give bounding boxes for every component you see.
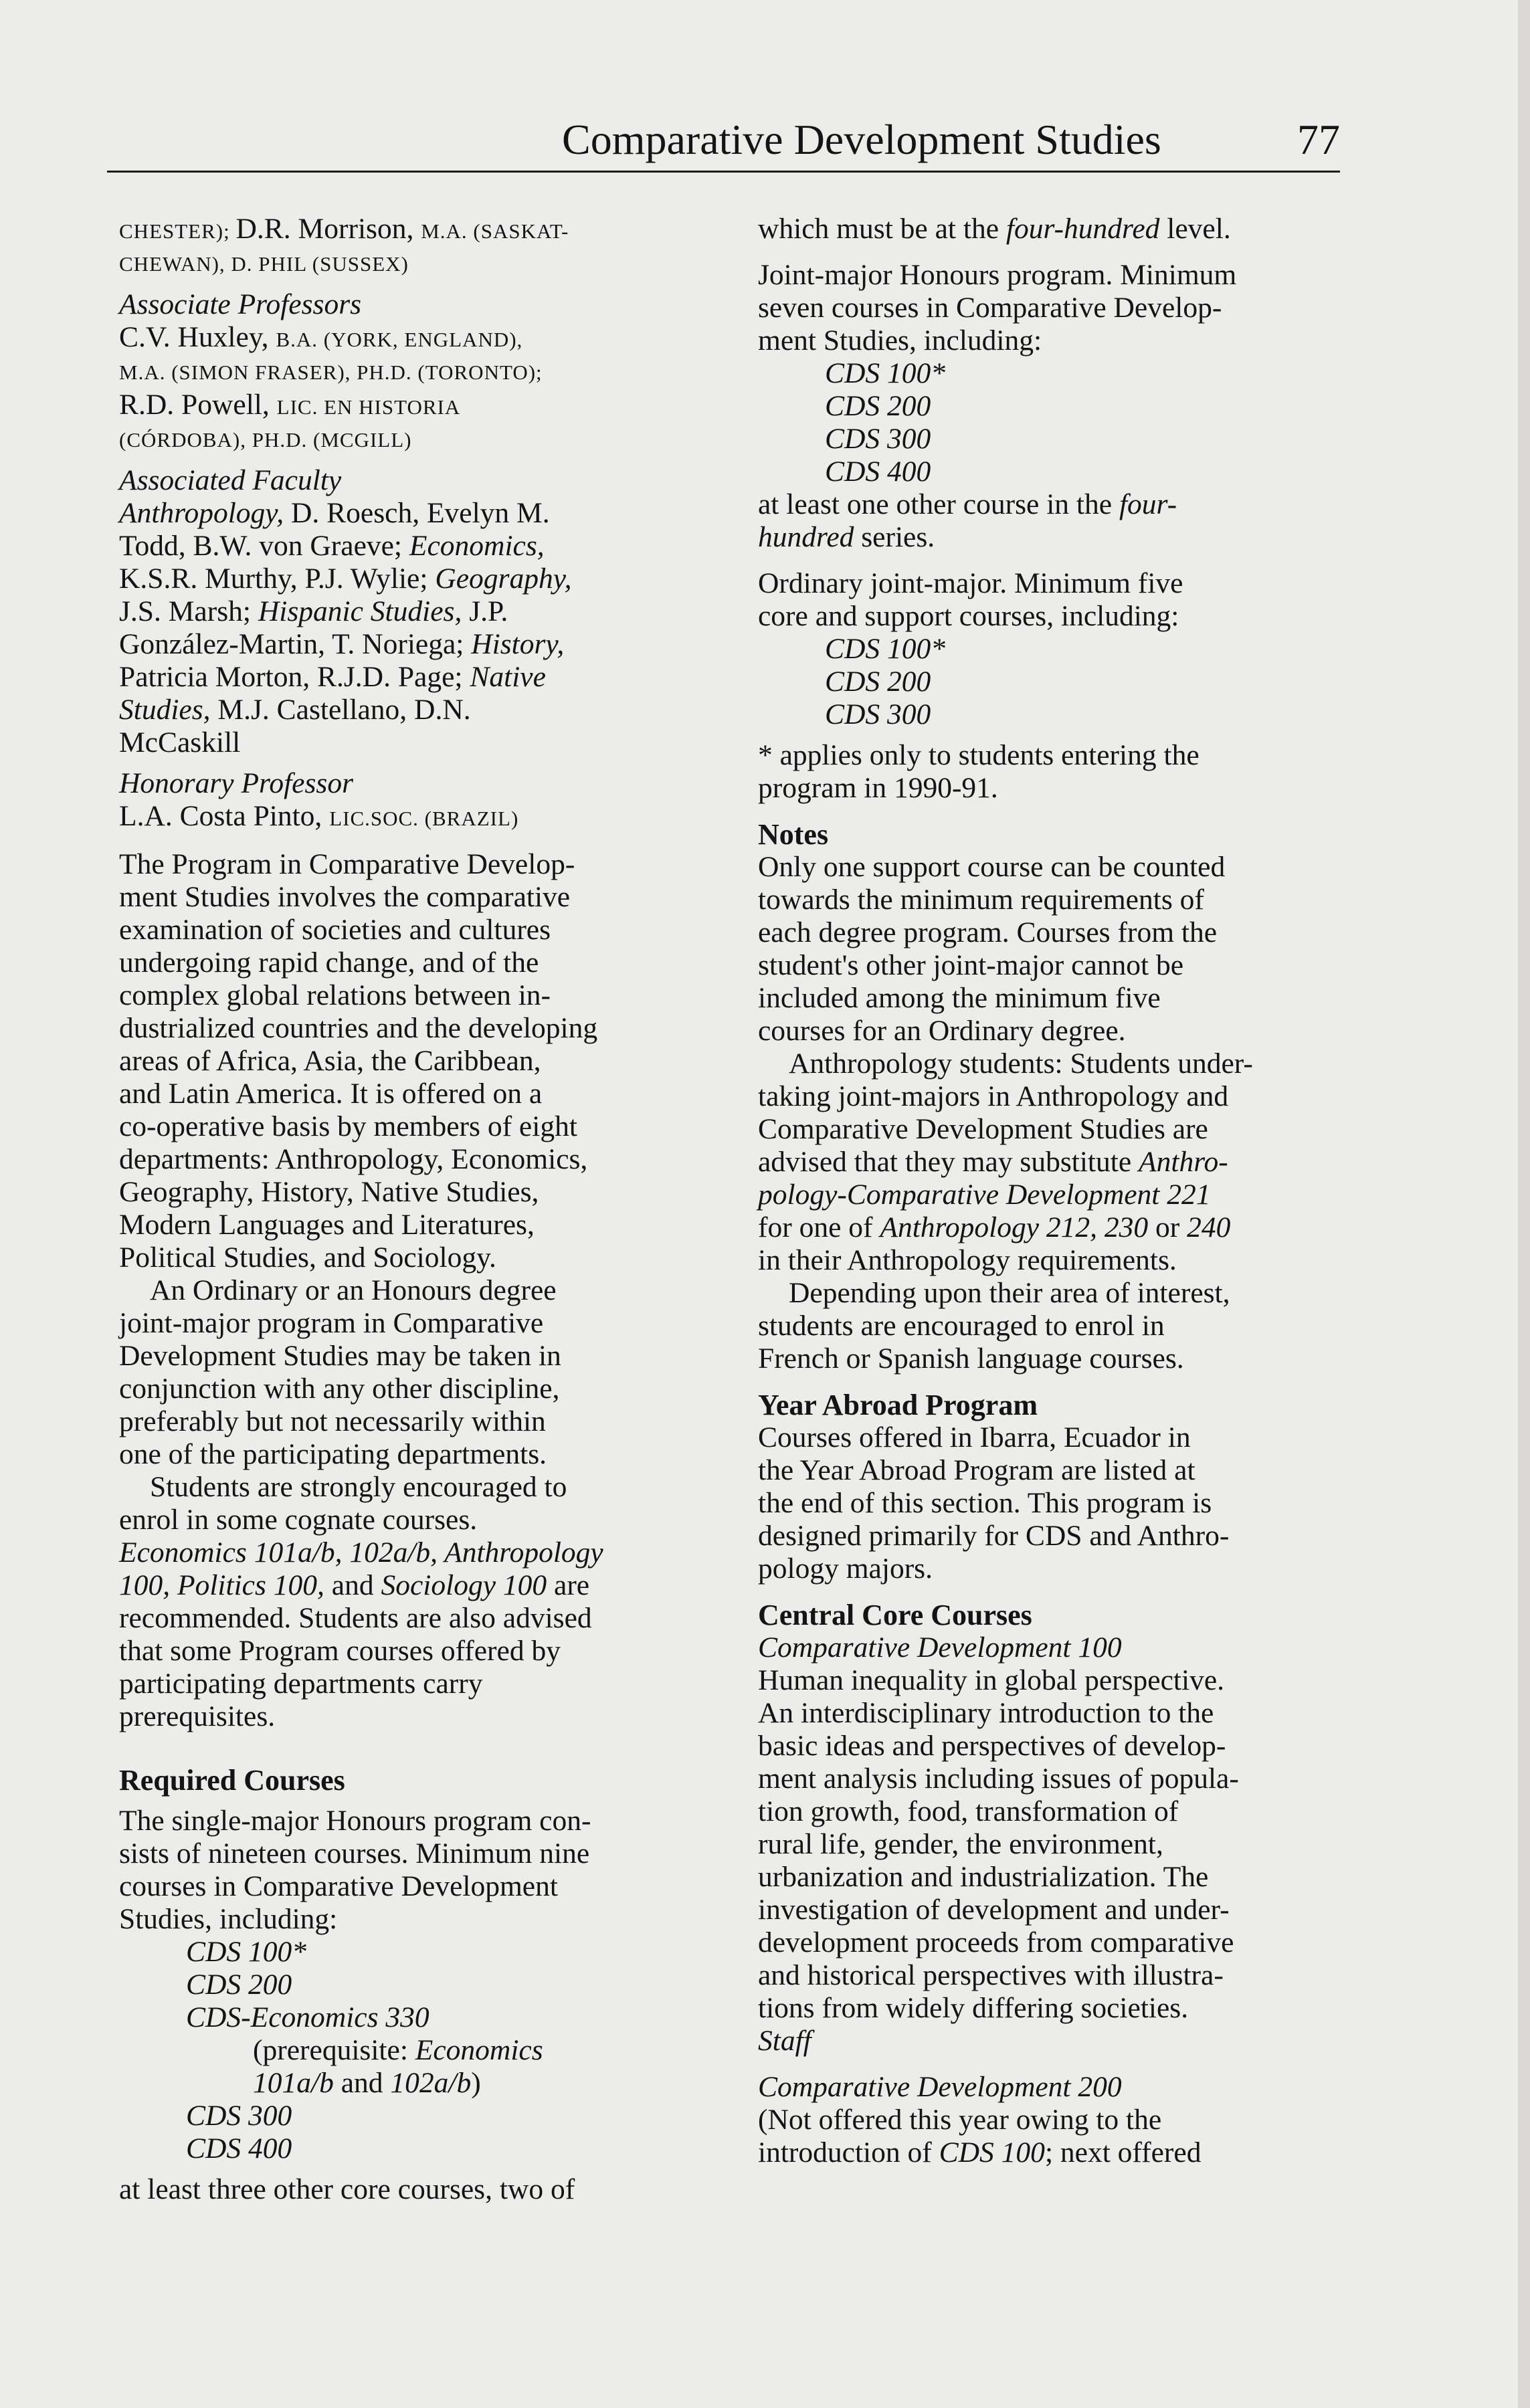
left-column [119,213,708,2206]
text-line: An Ordinary or an Honours degree [150,1274,557,1306]
text-line: rural life, gender, the environment, [758,1828,1163,1860]
faculty-morrison [119,213,708,280]
course-title-cd200: Comparative Development 200 [758,2071,1122,2103]
faculty-degree: CHEWAN), D. PHIL (SUSSEX) [119,252,409,276]
associate-professors-heading: Associate Professors [119,288,362,320]
text-line: Modern Languages and Literatures, [119,1209,535,1241]
faculty-names: M.J. Castellano, D.N. [210,694,471,726]
text-line: that some Program courses offered by [119,1635,561,1667]
course-item: CDS 300 [186,2100,292,2132]
text-line: each degree program. Courses from the [758,916,1218,948]
course-reference: 100, Politics 100, [119,1569,324,1601]
text-line: participating departments carry [119,1668,483,1700]
text-line: ment Studies, including: [758,324,1042,357]
text-span: for one of [758,1211,880,1243]
required-courses-paragraph [119,1805,708,1936]
text-line: Courses offered in Ibarra, Ecuador in [758,1421,1191,1453]
text-line: and historical perspectives with illustra- [758,1959,1224,1991]
text-line: Students are strongly encouraged to [150,1471,567,1503]
text-span: advised that they may substitute [758,1146,1139,1178]
text-line: courses for an Ordinary degree. [758,1015,1126,1047]
text-line: complex global relations between in- [119,979,551,1011]
footnote-asterisk [758,739,1347,805]
text-line: * applies only to students entering the [758,739,1200,771]
course-reference: pology-Comparative Development 221 [758,1179,1211,1211]
faculty-powell [119,389,708,456]
faculty-names: Patricia Morton, R.J.D. Page; [119,661,470,693]
text-line: the end of this section. This program is [758,1487,1212,1519]
course-item: CDS 200 [825,390,931,422]
text-line: enrol in some cognate courses. [119,1504,478,1536]
course-title-cd100: Comparative Development 100 [758,1631,1122,1664]
faculty-names: J.P. [462,595,508,627]
central-core-courses-heading: Central Core Courses [758,1599,1032,1631]
text-span: introduction of [758,2136,939,2169]
text-line: Only one support course can be counted [758,851,1226,883]
text-line: designed primarily for CDS and Anthro- [758,1520,1230,1552]
department-name: Anthropology, [119,497,284,529]
text-line: urbanization and industrialization. The [758,1861,1209,1893]
text-line: taking joint-majors in Anthropology and [758,1080,1229,1112]
text-line: ment Studies involves the comparative [119,881,571,913]
text-line: program in 1990-91. [758,772,998,804]
faculty-line: CHESTER); [119,219,236,243]
text-span: level. [1159,213,1231,245]
text-line: recommended. Students are also advised [119,1602,592,1634]
course-item: CDS 400 [825,456,931,488]
running-header [107,107,1340,173]
associated-faculty-list [119,497,708,759]
text-line: conjunction with any other discipline, [119,1373,560,1405]
joint-major-paragraph [119,1274,708,1471]
text-line: ment analysis including issues of popula- [758,1763,1239,1795]
course-item: CDS 400 [186,2132,292,2165]
course-item: CDS 200 [186,1969,292,2001]
text-line: preferably but not necessarily within [119,1405,546,1437]
faculty-names: K.S.R. Murthy, P.J. Wylie; [119,563,436,595]
faculty-names: J.S. Marsh; [119,595,258,627]
text-line: students are encouraged to enrol in [758,1310,1165,1342]
text-line: Comparative Development Studies are [758,1113,1208,1145]
prerequisite-note: (prerequisite: [253,2034,415,2066]
text-line: investigation of development and under- [758,1894,1230,1926]
course-instructor: Staff [758,2025,811,2057]
text-line: Human inequality in global perspective. [758,1664,1225,1696]
program-description-paragraph [119,848,708,1274]
course-item: CDS 300 [825,423,931,455]
course-item: CDS-Economics 330 [186,2001,429,2033]
faculty-names: Todd, B.W. von Graeve; [119,530,409,562]
text-line: Anthropology students: Students under- [789,1047,1253,1080]
text-line: core and support courses, including: [758,600,1179,632]
right-column [758,213,1347,2169]
department-name: Studies, [119,694,211,726]
faculty-names: González-Martin, T. Noriega; [119,628,472,660]
text-line: French or Spanish language courses. [758,1342,1184,1375]
text-span: hundred [758,521,854,553]
text-line: Studies, including: [119,1903,338,1935]
course-item: CDS 100* [186,1936,307,1968]
text-line: The Program in Comparative Develop- [119,848,575,880]
text-line: An interdisciplinary introduction to the [758,1697,1214,1729]
course-reference: 101a/b [253,2067,334,2099]
text-span: ) [471,2067,481,2099]
notes-paragraph [758,851,1347,1047]
text-line: Ordinary joint-major. Minimum five [758,567,1183,599]
text-line: departments: Anthropology, Economics, [119,1143,588,1175]
text-line: undergoing rapid change, and of the [119,946,539,979]
course-reference: Sociology 100 [381,1569,547,1601]
course-item: CDS 100* [825,633,946,665]
text-line: The single-major Honours program con- [119,1805,591,1837]
course-reference: 102a/b [390,2067,472,2099]
year-abroad-paragraph [758,1421,1347,1585]
text-line: Development Studies may be taken in [119,1340,561,1372]
page-title: Comparative Development Studies [562,116,1161,163]
joint-major-course-list [758,357,1347,488]
text-line: examination of societies and cultures [119,914,551,946]
department-name: Hispanic Studies, [258,595,462,627]
text-line: at least three other core courses, two of [119,2173,575,2205]
language-courses-paragraph [758,1277,1347,1375]
text-line: seven courses in Comparative Develop- [758,292,1222,324]
faculty-degree: B.A. (YORK, ENGLAND), [276,328,523,351]
faculty-degree: M.A. (SASKAT- [421,219,569,243]
text-span: are [547,1569,590,1601]
course-description-cd100 [758,1664,1347,2025]
page-number: 77 [1297,116,1340,163]
course-reference: Anthropology 212, 230 [880,1211,1149,1243]
text-line: basic ideas and perspectives of develop- [758,1730,1226,1762]
text-span: or [1148,1211,1187,1243]
year-abroad-heading: Year Abroad Program [758,1389,1038,1421]
text-line: (Not offered this year owing to the [758,2104,1162,2136]
faculty-degree: (CÓRDOBA), PH.D. (MCGILL) [119,428,412,452]
notes-heading: Notes [758,818,829,851]
faculty-degree: M.A. (SIMON FRASER), PH.D. (TORONTO); [119,361,543,384]
course-item: CDS 300 [825,698,931,730]
page-edge-shadow [1518,0,1530,2408]
text-span: four- [1119,488,1177,520]
faculty-degree: LIC. EN HISTORIA [276,395,461,419]
course-reference: CDS 100 [939,2136,1045,2169]
faculty-huxley [119,321,708,389]
faculty-names: McCaskill [119,726,241,759]
text-line: included among the minimum five [758,982,1161,1014]
text-line: towards the minimum requirements of [758,884,1204,916]
text-line: in their Anthropology requirements. [758,1244,1177,1276]
text-span: series. [854,521,935,553]
text-line: Geography, History, Native Studies, [119,1176,539,1208]
text-line: dustrialized countries and the developing [119,1012,598,1044]
text-span: at least one other course in the [758,488,1119,520]
text-line: Depending upon their area of interest, [789,1277,1230,1309]
text-span: four-hundred [1006,213,1160,245]
ordinary-joint-major-paragraph [758,567,1347,633]
text-span: which must be at the [758,213,1006,245]
cognate-courses-paragraph [119,1471,708,1733]
text-line: Political Studies, and Sociology. [119,1241,496,1274]
text-line: the Year Abroad Program are listed at [758,1454,1196,1486]
faculty-name: R.D. Powell, [119,389,277,421]
text-line: development proceeds from comparative [758,1926,1234,1959]
text-line: and Latin America. It is offered on a [119,1078,543,1110]
text-line: courses in Comparative Development [119,1870,558,1902]
text-line: prerequisites. [119,1700,276,1732]
text-line: student's other joint-major cannot be [758,949,1184,981]
faculty-degree: LIC.SOC. (BRAZIL) [329,807,519,830]
required-courses-heading: Required Courses [119,1764,345,1797]
department-name: Native [470,661,546,693]
course-reference: Anthro- [1139,1146,1228,1178]
text-span: ; next offered [1044,2136,1202,2169]
text-line: tion growth, food, transformation of [758,1795,1179,1827]
text-span: and [324,1569,381,1601]
text-line: Joint-major Honours program. Minimum [758,259,1237,291]
associated-faculty-heading: Associated Faculty [119,464,342,496]
ordinary-course-list [758,633,1347,731]
course-reference: Economics [415,2034,543,2066]
faculty-name: D.R. Morrison, [235,213,421,245]
text-line: one of the participating departments. [119,1438,547,1470]
department-name: Economics, [409,530,545,562]
department-name: Geography, [435,563,572,595]
joint-major-honours-paragraph [758,259,1347,357]
text-line: areas of Africa, Asia, the Caribbean, [119,1045,541,1077]
department-name: History, [471,628,565,660]
faculty-name: C.V. Huxley, [119,321,276,353]
required-course-list [119,1936,708,2165]
faculty-names: D. Roesch, Evelyn M. [284,497,550,529]
text-line: sists of nineteen courses. Minimum nine [119,1837,590,1870]
anthropology-students-paragraph [758,1047,1347,1277]
text-line: tions from widely differing societies. [758,1992,1189,2024]
course-reference: Economics 101a/b, 102a/b, Anthropology [119,1536,603,1569]
course-item: CDS 100* [825,357,946,389]
text-line: co-operative basis by members of eight [119,1110,577,1142]
text-line: pology majors. [758,1552,933,1585]
text-line: joint-major program in Comparative [119,1307,544,1339]
course-item: CDS 200 [825,666,931,698]
faculty-name: L.A. Costa Pinto, [119,800,330,832]
honorary-professor-heading: Honorary Professor [119,767,354,799]
text-span: and [333,2067,391,2099]
course-reference: 240 [1187,1211,1231,1243]
